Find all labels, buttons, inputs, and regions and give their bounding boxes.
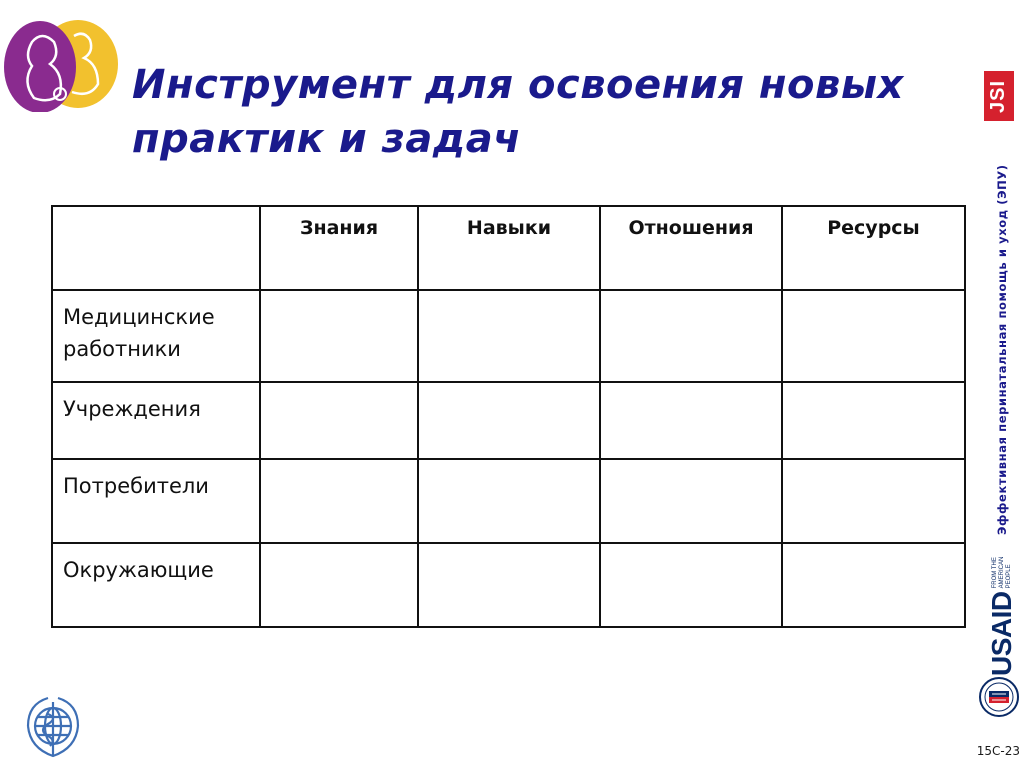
jsi-logo — [984, 71, 1014, 121]
table-cell — [782, 382, 965, 459]
mother-child-logo — [2, 12, 122, 112]
table-cell — [600, 290, 782, 382]
who-emblem-icon — [20, 696, 86, 760]
table-row — [52, 459, 965, 543]
table-cell — [260, 459, 418, 543]
jsi-logo-text: JSI — [987, 79, 1010, 113]
usaid-wordmark — [982, 556, 1022, 676]
header-cell-resources: Ресурсы — [782, 206, 965, 290]
slide-number: 15C-23 — [976, 744, 1020, 758]
table-row — [52, 382, 965, 459]
table-cell — [260, 543, 418, 627]
row-label-line: Потребители — [63, 474, 209, 498]
table-cell — [600, 382, 782, 459]
header-cell-knowledge: Знания — [260, 206, 418, 290]
row-label-line: Медицинские — [63, 305, 215, 329]
table-cell — [782, 290, 965, 382]
row-label-surroundings — [52, 543, 260, 627]
table-cell — [782, 459, 965, 543]
row-label-line: работники — [63, 337, 181, 361]
table-cell — [600, 543, 782, 627]
header-cell-attitudes: Отношения — [600, 206, 782, 290]
table-cell — [782, 543, 965, 627]
table-row — [52, 290, 965, 382]
row-label-health-workers — [52, 290, 260, 382]
table-cell — [260, 382, 418, 459]
usaid-wordmark-text: USAID — [986, 591, 1017, 676]
header-cell-skills: Навыки — [418, 206, 600, 290]
usaid-seal-icon — [978, 676, 1020, 718]
slide-title — [132, 58, 952, 166]
row-label-line: Окружающие — [63, 558, 214, 582]
table-cell — [600, 459, 782, 543]
table-cell — [260, 290, 418, 382]
header-cell-empty — [52, 206, 260, 290]
table-cell — [418, 290, 600, 382]
row-label-consumers — [52, 459, 260, 543]
table-cell — [418, 543, 600, 627]
title-line-2: практик и задач — [132, 116, 522, 162]
usaid-tagline: FROM THE AMERICAN PEOPLE — [991, 556, 1012, 589]
row-label-facilities — [52, 382, 260, 459]
program-caption: Эффективная перинатальная помощь и уход (ЭПУ) — [995, 164, 1009, 535]
table-header-row — [52, 206, 965, 290]
planning-table — [51, 205, 966, 628]
usaid-logo — [982, 556, 1022, 676]
table-cell — [418, 382, 600, 459]
title-line-1: Инструмент для освоения новых — [132, 62, 904, 108]
table-row — [52, 543, 965, 627]
table-cell — [418, 459, 600, 543]
row-label-line: Учреждения — [63, 397, 201, 421]
